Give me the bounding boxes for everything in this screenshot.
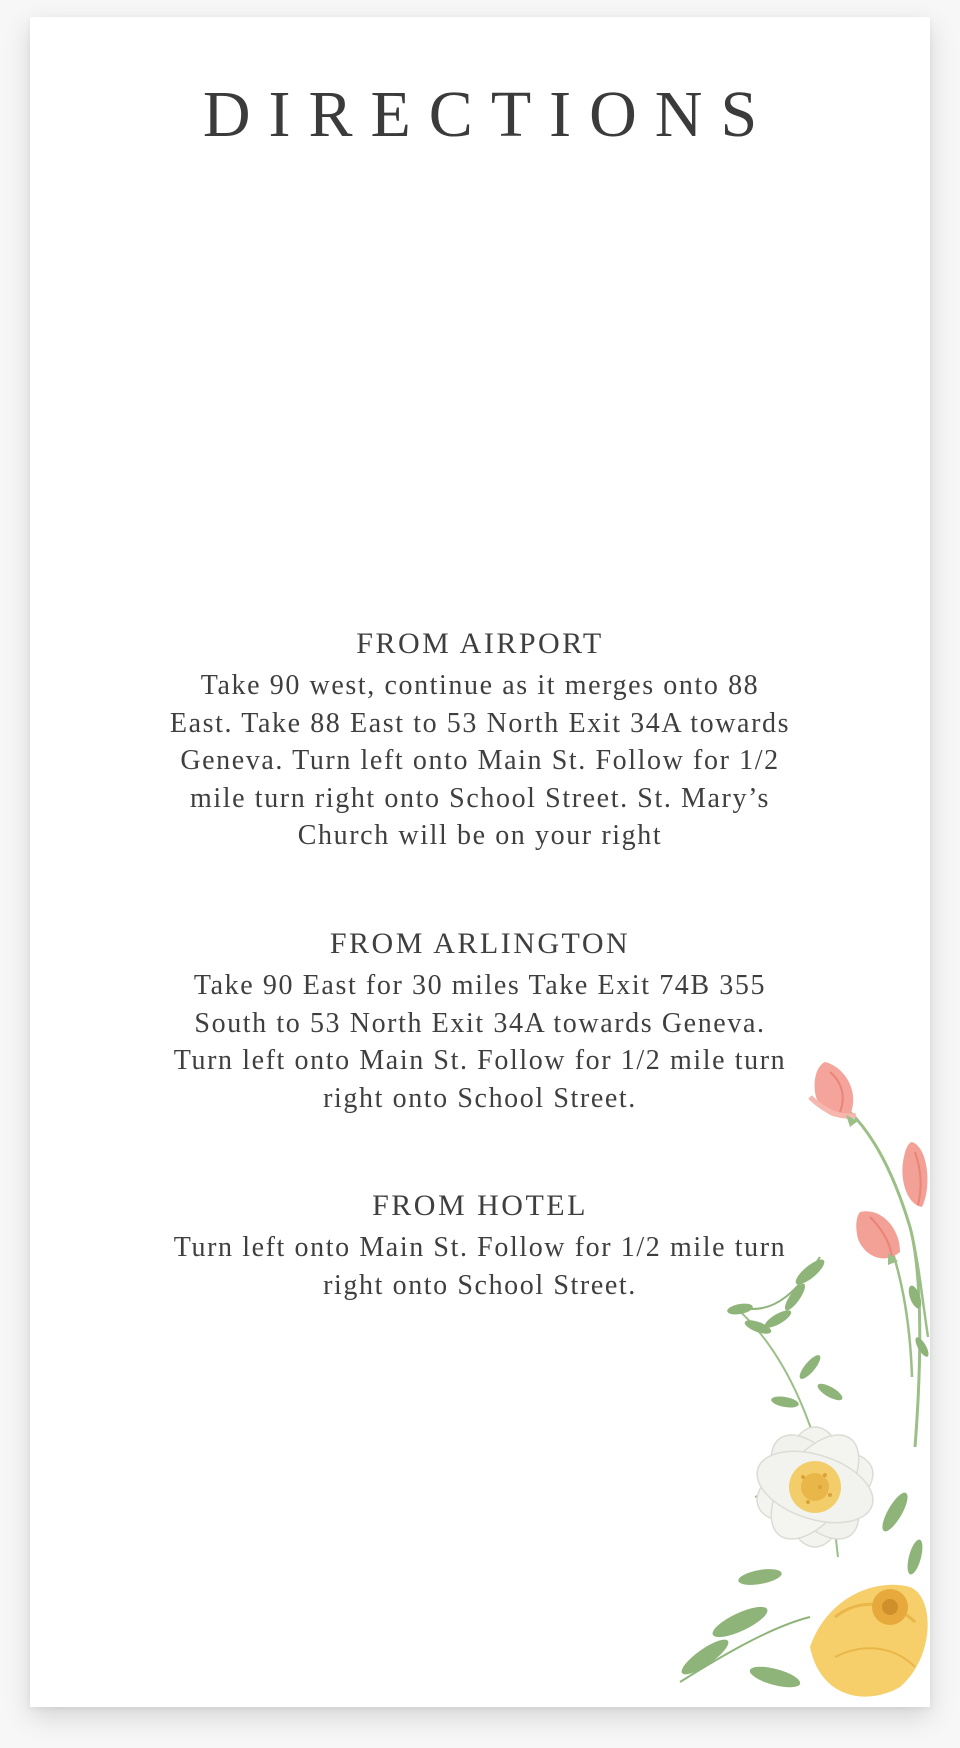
section-heading: FROM ARLINGTON — [329, 927, 631, 960]
direction-line: right onto School Street. — [323, 1269, 637, 1301]
directions-card — [30, 17, 930, 1707]
direction-line: East. Take 88 East to 53 North Exit 34A towards — [169, 707, 791, 739]
section-body — [30, 667, 930, 855]
direction-line: Take 90 west, continue as it merges onto 88 — [200, 670, 760, 701]
direction-line: South to 53 North Exit 34A towards Geneva. — [194, 1007, 766, 1039]
page-title: DIRECTIONS — [202, 78, 776, 151]
direction-line: Church will be on your right — [297, 820, 663, 851]
direction-line: Turn left onto Main St. Follow for 1/2 mile turn — [173, 1045, 787, 1076]
section-from-airport — [30, 625, 930, 855]
direction-line: mile turn right onto School Street. St. Mary’s — [190, 782, 770, 814]
direction-line: right onto School Street. — [323, 1082, 637, 1114]
watercolor-floral-icon — [660, 1057, 930, 1707]
section-heading: FROM HOTEL — [372, 1189, 588, 1222]
direction-line: Geneva. Turn left onto Main St. Follow for 1/2 — [180, 745, 780, 776]
direction-line: Turn left onto Main St. Follow for 1/2 mile turn — [173, 1232, 787, 1263]
section-heading: FROM AIRPORT — [356, 627, 604, 660]
direction-line: Take 90 East for 30 miles Take Exit 74B 355 — [193, 970, 767, 1001]
